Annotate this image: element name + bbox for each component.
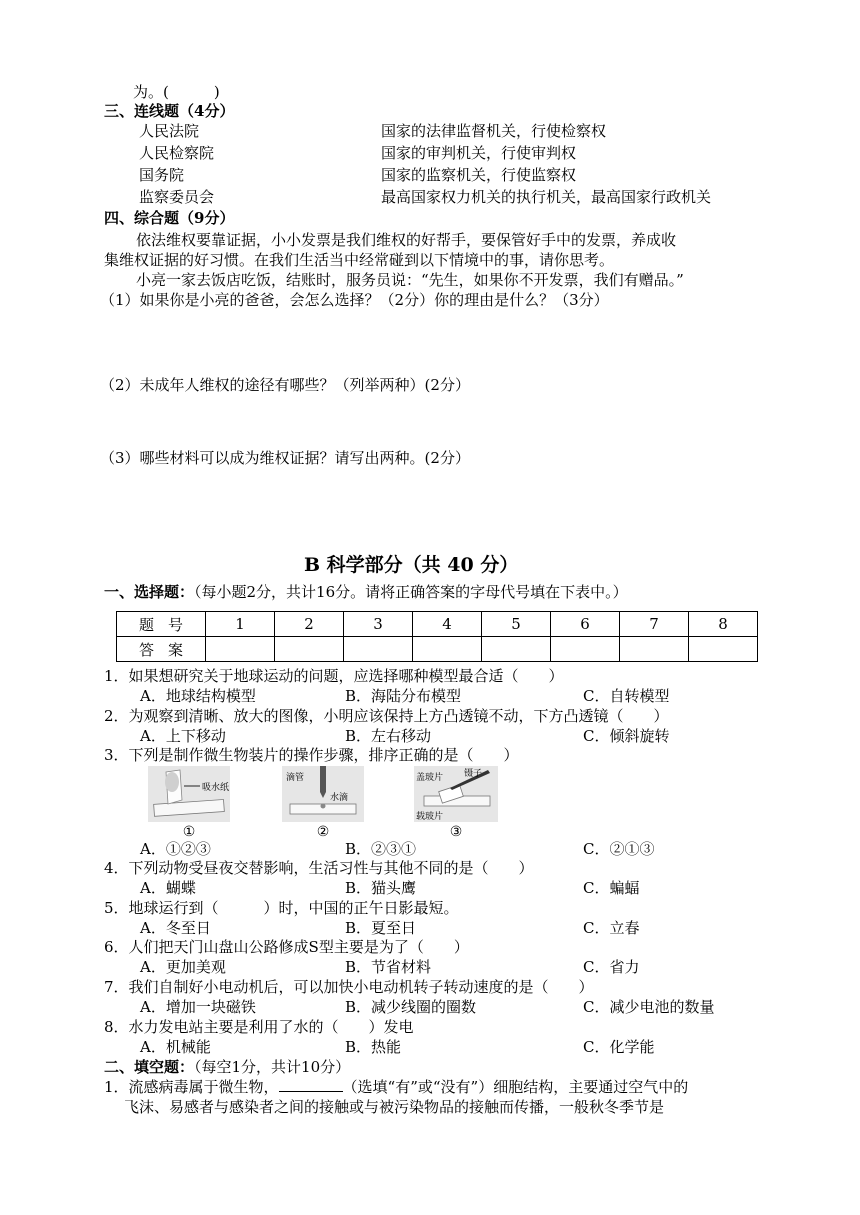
- match-left-item: 国务院: [139, 166, 185, 184]
- figure-caption: ②: [316, 824, 330, 840]
- paragraph-line: 依法维权要靠证据，小小发票是我们维权的好帮手，要保管好手中的发票，养成收: [136, 231, 677, 249]
- option-c: C．立春: [583, 919, 640, 937]
- table-cell: 6: [551, 612, 620, 637]
- option-c: C．②①③: [583, 840, 655, 858]
- paragraph-line: 集维权证据的好习惯。在我们生活当中经常碰到以下情境中的事，请你思考。: [104, 251, 615, 269]
- section2-header: [104, 1057, 350, 1077]
- option-b: B．左右移动: [345, 727, 432, 745]
- figure-dropper: [282, 766, 364, 822]
- answer-cell[interactable]: [344, 637, 413, 662]
- section2-note: （每空1分，共计10分）: [194, 1058, 351, 1076]
- section1-header: [104, 582, 628, 602]
- option-a: A．地球结构模型: [140, 687, 256, 705]
- figure-label: 吸水纸: [202, 783, 230, 793]
- option-c: C．化学能: [583, 1038, 655, 1056]
- answer-cell[interactable]: [413, 637, 482, 662]
- section4-title: 四、综合题（9分）: [104, 209, 235, 227]
- option-b: B．节省材料: [345, 958, 432, 976]
- match-left-item: 人民法院: [139, 122, 200, 140]
- option-b: B．②③①: [345, 840, 417, 858]
- table-cell: 1: [206, 612, 275, 637]
- option-a: A．冬至日: [140, 919, 211, 937]
- figure-caption: ③: [449, 824, 463, 840]
- option-b: B．海陆分布模型: [345, 687, 462, 705]
- section2-title: 二、填空题：: [104, 1058, 195, 1076]
- fill-text: 1．流感病毒属于微生物，: [104, 1078, 279, 1096]
- fill-blank[interactable]: [279, 1077, 343, 1092]
- option-c: C．自转模型: [583, 687, 670, 705]
- table-cell: 8: [689, 612, 758, 637]
- option-c: C．减少电池的数量: [583, 998, 715, 1016]
- answer-cell[interactable]: [689, 637, 758, 662]
- option-b: B．猫头鹰: [345, 879, 417, 897]
- figure-blotting-paper: [148, 766, 230, 822]
- option-c: C．倾斜旋转: [583, 727, 670, 745]
- table-cell: 7: [620, 612, 689, 637]
- section3-title: 三、连线题（4分）: [104, 102, 235, 120]
- match-left-item: 监察委员会: [139, 188, 215, 206]
- question-text: （2）未成年人维权的途径有哪些？（列举两种）(2分）: [100, 376, 470, 394]
- option-a: A．①②③: [140, 840, 211, 858]
- section1-title: 一、选择题：: [104, 583, 195, 601]
- table-cell: 5: [482, 612, 551, 637]
- option-a: A．上下移动: [140, 727, 226, 745]
- match-right-item: 最高国家权力机关的执行机关，最高国家行政机关: [381, 188, 712, 206]
- figure-label: 水滴: [330, 793, 349, 803]
- table-cell: 4: [413, 612, 482, 637]
- answer-table: [116, 611, 758, 662]
- question-4: 4．下列动物受昼夜交替影响，生活习性与其他不同的是（ ）: [104, 859, 534, 877]
- figure-caption: ①: [182, 824, 196, 840]
- option-b: B．热能: [345, 1038, 402, 1056]
- table-cell: 3: [344, 612, 413, 637]
- match-right-item: 国家的法律监督机关，行使检察权: [381, 122, 607, 140]
- table-header-cell: 题号: [117, 612, 206, 637]
- figure-tweezers: [414, 766, 498, 822]
- figure-label: 盖玻片: [416, 773, 444, 783]
- option-c: C．省力: [583, 958, 640, 976]
- figure-label: 镊子: [464, 769, 483, 779]
- option-c: C．蝙蝠: [583, 879, 640, 897]
- answer-cell[interactable]: [620, 637, 689, 662]
- answer-cell[interactable]: [482, 637, 551, 662]
- question-3: 3．下列是制作微生物装片的操作步骤，排序正确的是（ ）: [104, 746, 519, 764]
- answer-cell[interactable]: [551, 637, 620, 662]
- fill-question-1: [104, 1077, 688, 1097]
- table-cell: 2: [275, 612, 344, 637]
- figure-label: 滴管: [286, 773, 305, 783]
- match-right-item: 国家的监察机关，行使监察权: [381, 166, 577, 184]
- part-b-title: B 科学部分（共 40 分）: [304, 554, 519, 576]
- continuation-line: 为。( ): [133, 83, 220, 101]
- section1-note: （每小题2分，共计16分。请将正确答案的字母代号填在下表中。）: [194, 583, 628, 601]
- table-header-cell: 答案: [117, 637, 206, 662]
- option-a: A．机械能: [140, 1038, 211, 1056]
- fill-text: （选填“有”或“没有”）细胞结构，主要通过空气中的: [342, 1078, 689, 1096]
- question-5: 5．地球运行到（ ）时，中国的正午日影最短。: [104, 899, 459, 917]
- question-text: （1）如果你是小亮的爸爸，会怎么选择？（2分）你的理由是什么？（3分）: [100, 291, 609, 309]
- option-a: A．蝴蝶: [140, 879, 196, 897]
- question-6: 6．人们把天门山盘山公路修成S型主要是为了（ ）: [104, 938, 469, 956]
- option-a: A．增加一块磁铁: [140, 998, 256, 1016]
- fill-question-line: 飞沫、易感者与感染者之间的接触或与被污染物品的接触而传播，一般秋冬季节是: [124, 1098, 665, 1116]
- question-text: （3）哪些材料可以成为维权证据？请写出两种。(2分）: [100, 449, 470, 467]
- answer-cell[interactable]: [275, 637, 344, 662]
- match-left-item: 人民检察院: [139, 144, 215, 162]
- question-8: 8．水力发电站主要是利用了水的（ ）发电: [104, 1018, 414, 1036]
- option-a: A．更加美观: [140, 958, 226, 976]
- question-1: 1．如果想研究关于地球运动的问题，应选择哪种模型最合适（ ）: [104, 667, 564, 685]
- option-b: B．减少线圈的圈数: [345, 998, 477, 1016]
- answer-cell[interactable]: [206, 637, 275, 662]
- paragraph-line: 小亮一家去饭店吃饭，结账时，服务员说：“先生，如果你不开发票，我们有赠品。”: [136, 271, 684, 289]
- table-row: [117, 612, 758, 637]
- question-7: 7．我们自制好小电动机后，可以加快小电动机转子转动速度的是（ ）: [104, 978, 594, 996]
- table-row: [117, 637, 758, 662]
- option-b: B．夏至日: [345, 919, 417, 937]
- figure-label: 载玻片: [416, 812, 444, 822]
- match-right-item: 国家的审判机关，行使审判权: [381, 144, 577, 162]
- question-2: 2．为观察到清晰、放大的图像，小明应该保持上方凸透镜不动，下方凸透镜（ ）: [104, 707, 669, 725]
